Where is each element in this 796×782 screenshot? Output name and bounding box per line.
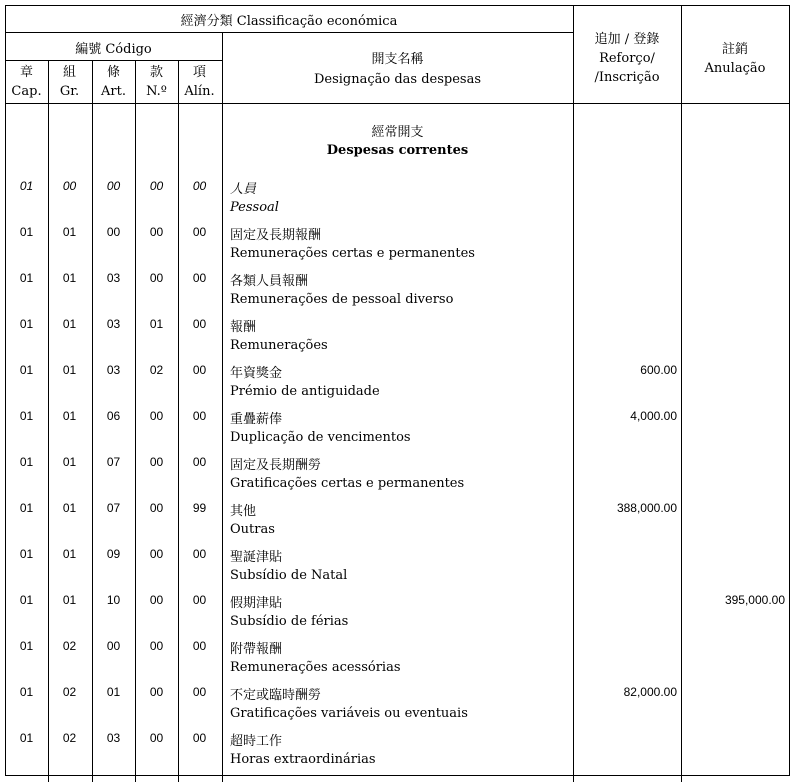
- designation-zh: 人員: [230, 182, 257, 197]
- column-header-pt: N.º: [146, 84, 167, 99]
- code-cell: 03: [106, 731, 121, 745]
- code-cell: 00: [192, 271, 207, 285]
- code-cell: 00: [149, 455, 164, 469]
- code-cell: 00: [106, 179, 121, 193]
- code-cell: 01: [62, 501, 77, 515]
- designation-zh: 固定及長期報酬: [230, 228, 322, 243]
- code-cell: 03: [106, 363, 121, 377]
- code-cell: 00: [106, 225, 121, 239]
- designation-zh: 報酬: [230, 320, 257, 335]
- designation-pt: Subsídio de Natal: [230, 568, 348, 583]
- column-header: [135, 63, 178, 101]
- code-cell: 00: [192, 639, 207, 653]
- column-header-pt: Gr.: [59, 84, 80, 99]
- code-cell: 09: [106, 547, 121, 561]
- code-cell: 01: [19, 225, 34, 239]
- classification-header: 經濟分類 Classificação económica: [180, 14, 398, 29]
- divider: [5, 103, 790, 104]
- designation-pt: Pessoal: [230, 200, 279, 215]
- designation-pt: Outras: [230, 522, 275, 537]
- code-cell: 02: [62, 639, 77, 653]
- code-cell: 00: [192, 363, 207, 377]
- designation-pt: Remunerações: [230, 338, 328, 353]
- code-cell: 01: [62, 455, 77, 469]
- code-cell: 00: [106, 639, 121, 653]
- reinforcement-header-pt1: Reforço/: [599, 51, 655, 66]
- code-cell: 01: [19, 455, 34, 469]
- designation-pt: Subsídio de férias: [230, 614, 349, 629]
- designation-zh: 各類人員報酬: [230, 274, 309, 289]
- designation-zh: 重疊薪俸: [230, 412, 283, 427]
- code-cell: 00: [62, 179, 77, 193]
- section-title-pt: Despesas correntes: [326, 143, 469, 158]
- code-cell: 00: [149, 731, 164, 745]
- code-cell: 99: [192, 501, 207, 515]
- code-cell: 03: [106, 271, 121, 285]
- designation-pt: Gratificações variáveis ou eventuais: [230, 706, 468, 721]
- divider: [681, 5, 682, 782]
- code-cell: 00: [192, 455, 207, 469]
- divider: [5, 32, 573, 33]
- annulment-amount: 395,000.00: [724, 593, 785, 607]
- designation-pt: Gratificações certas e permanentes: [230, 476, 465, 491]
- code-cell: 00: [192, 317, 207, 331]
- column-header: [48, 63, 91, 101]
- code-cell: 00: [192, 685, 207, 699]
- designation-zh: 其他: [230, 504, 257, 519]
- code-cell: 01: [62, 225, 77, 239]
- designation-pt: Remunerações de pessoal diverso: [230, 292, 454, 307]
- code-cell: 06: [106, 409, 121, 423]
- code-cell: 00: [149, 501, 164, 515]
- code-cell: 01: [19, 593, 34, 607]
- annulment-header-pt: Anulação: [704, 61, 766, 76]
- code-cell: 03: [106, 317, 121, 331]
- column-header-pt: Cap.: [11, 84, 42, 99]
- code-cell: 01: [62, 547, 77, 561]
- code-cell: 00: [149, 179, 164, 193]
- designation-zh: 假期津貼: [230, 596, 283, 611]
- code-cell: 00: [192, 547, 207, 561]
- annulment-header-zh: 註銷: [721, 42, 748, 57]
- code-cell: 00: [149, 225, 164, 239]
- code-cell: 01: [19, 639, 34, 653]
- reinforcement-amount: 600.00: [640, 363, 677, 377]
- designation-pt: Horas extraordinárias: [230, 752, 376, 767]
- code-cell: 01: [19, 409, 34, 423]
- code-cell: 01: [62, 271, 77, 285]
- section-title-zh: 經常開支: [371, 125, 424, 140]
- column-header-pt: Art.: [101, 84, 126, 99]
- code-cell: 00: [192, 593, 207, 607]
- designation-zh: 不定或臨時酬勞: [230, 688, 322, 703]
- code-cell: 00: [149, 593, 164, 607]
- code-cell: 02: [62, 731, 77, 745]
- code-cell: 00: [149, 685, 164, 699]
- code-header: 編號 Código: [75, 42, 152, 57]
- code-cell: 00: [149, 639, 164, 653]
- code-cell: 00: [149, 409, 164, 423]
- code-cell: 01: [62, 363, 77, 377]
- code-cell: 01: [62, 409, 77, 423]
- code-cell: 00: [149, 547, 164, 561]
- designation-zh: 聖誕津貼: [230, 550, 283, 565]
- divider: [573, 5, 574, 782]
- code-cell: 00: [192, 731, 207, 745]
- code-cell: 07: [106, 455, 121, 469]
- column-header-zh: 組: [62, 65, 76, 80]
- code-cell: 02: [149, 363, 164, 377]
- code-cell: 01: [62, 317, 77, 331]
- reinforcement-header-zh: 追加 / 登錄: [594, 32, 660, 47]
- code-cell: 00: [192, 179, 207, 193]
- code-cell: 07: [106, 501, 121, 515]
- annulment-header: [681, 40, 789, 78]
- column-header: [5, 63, 48, 101]
- column-header-zh: 條: [106, 65, 120, 80]
- column-header-zh: 章: [19, 65, 33, 80]
- code-cell: 00: [149, 271, 164, 285]
- code-cell: 01: [19, 179, 34, 193]
- code-cell: 01: [19, 731, 34, 745]
- code-cell: 01: [19, 363, 34, 377]
- designation-zh: 附帶報酬: [230, 642, 283, 657]
- designation-zh: 固定及長期酬勞: [230, 458, 322, 473]
- code-cell: 01: [19, 317, 34, 331]
- code-cell: 02: [62, 685, 77, 699]
- reinforcement-header: [573, 30, 681, 87]
- divider: [5, 60, 222, 61]
- reinforcement-amount: 82,000.00: [623, 685, 677, 699]
- column-header: [92, 63, 135, 101]
- code-cell: 00: [192, 225, 207, 239]
- code-cell: 01: [19, 501, 34, 515]
- designation-header-zh: 開支名稱: [371, 52, 424, 67]
- designation-pt: Duplicação de vencimentos: [230, 430, 411, 445]
- column-header-zh: 項: [192, 65, 206, 80]
- code-cell: 01: [149, 317, 164, 331]
- code-cell: 01: [19, 547, 34, 561]
- code-cell: 01: [19, 685, 34, 699]
- reinforcement-amount: 4,000.00: [630, 409, 677, 423]
- column-header-zh: 款: [149, 65, 163, 80]
- code-cell: 10: [106, 593, 121, 607]
- designation-pt: Remunerações acessórias: [230, 660, 401, 675]
- code-cell: 00: [192, 409, 207, 423]
- column-header-pt: Alín.: [184, 84, 215, 99]
- reinforcement-amount: 388,000.00: [616, 501, 677, 515]
- code-cell: 01: [19, 271, 34, 285]
- reinforcement-header-pt2: /Inscrição: [594, 70, 660, 85]
- code-cell: 01: [62, 593, 77, 607]
- code-cell: 01: [106, 685, 121, 699]
- designation-pt: Prémio de antiguidade: [230, 384, 380, 399]
- column-header: [178, 63, 221, 101]
- designation-pt: Remunerações certas e permanentes: [230, 246, 475, 261]
- designation-zh: 年資獎金: [230, 366, 283, 381]
- designation-zh: 超時工作: [230, 734, 283, 749]
- designation-header-pt: Designação das despesas: [313, 72, 482, 87]
